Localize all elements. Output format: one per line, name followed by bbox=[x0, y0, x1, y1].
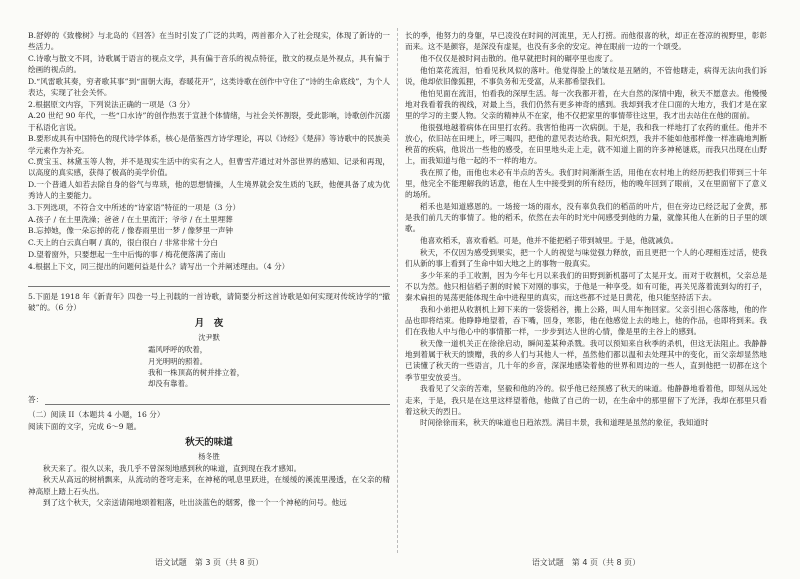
paragraph: 到了这个秋天，父亲送请闹地颂着粗落，吐出淡蓝色的烟雾，像一个一个神秘的问号。他远 bbox=[43, 498, 347, 508]
answer-line bbox=[28, 394, 390, 405]
question-text: A.孩子 / 在土里洗澡；爸爸 / 在土里流汗；爷爷 / 在土里埋葬 bbox=[28, 214, 233, 224]
question-text: C.天上的白云真白啊 / 真的，很白很白 / 非常非常十分白 bbox=[28, 238, 218, 248]
question-text: D.“风雷歌其奏，穷者歌其事”到“面朝大海，春暖花开”，这类诗歌在创作中守住了“诗的生命底线”，为个人表达，实现了社会关怀。 bbox=[28, 76, 390, 98]
question-text: D.望着窗外，只要想起一生中后悔的事 / 梅花便落满了南山 bbox=[28, 249, 226, 259]
question-text: 阅读下面的文字，完成 6～9 题。 bbox=[28, 421, 142, 431]
question-text: B.要形成具有中国特色的现代诗学体系，核心是借鉴西方诗学理论，再以《诗经》《楚辞》等诗歌中的民族美学元素作为补充。 bbox=[28, 134, 390, 155]
paragraph: 他喜欢稻禾，喜欢看稻。可是，他并不能把稻子带到城里。于是，他就减负。 bbox=[420, 236, 679, 246]
poem-line: 月光明明的照着。 bbox=[148, 356, 208, 366]
paragraph: 我和小弟把从收割机上卸下来的一袋袋稻谷，搬上公路，叫人用车拖回家。父亲引担心落落地，他的作品也即将结束。他睁睁地望着，吞下嘴，回身，寒影，他在他感觉上去的地上，他的作品，也即将到来。我们在我他人中与他心中的事情都一样，一步步到达人世的心情，像是里的主谷上的感到。 bbox=[405, 304, 767, 337]
question-text: 4.根据上下文，同三提出的问题何益是什么？请写出一个并阐述理由。（4 分） bbox=[28, 261, 290, 271]
paragraph: 稻禾也是知道感恩的。一场接一场的雨水，没有辜负我们的稻苗的叶片，但在旁边已经泛起了金黄，那是我们前几天的事情了。他的稻禾，依然在去年的时光中间感受到他的力量，就像其他人在新的日子里的颂歌。 bbox=[405, 202, 767, 234]
paragraph: 秋天来了。很久以来，我几乎不曾深刻地感到秋的味道，直到现在我才感知。 bbox=[43, 463, 302, 473]
section-title: 秋天的味道 bbox=[185, 436, 233, 448]
right-page bbox=[405, 30, 767, 550]
question-text: 2.根据原文内容，下列说法正确的一项是（3 分） bbox=[28, 99, 195, 109]
section-title: 月 夜 bbox=[194, 318, 224, 330]
poem-line: 霜风呼呼的吹着， bbox=[148, 345, 208, 355]
question-text: B.舒婷的《致橡树》与北岛的《回答》在当时引发了广泛的共鸣，两首都介入了社会现实，体现了新诗的一些活力。 bbox=[28, 31, 390, 52]
paragraph: 秋天从高远的树梢飘来，从流动的苍穹走来，在神秘的吼息里跃进，在缓缓的溪流里漫透，在父亲的精神高原上踏上石头出。 bbox=[28, 475, 390, 496]
paragraph: 秋天，不仅因为感受到果实，把一个人的视觉与味觉强力释放，而且更把一个人的心理相连过活，使我们从新的事上看到了生命中如大地之上的事物一般真实。 bbox=[405, 247, 767, 269]
paragraph: 我看见了父亲的苦难，坚毅和他的冷的。似乎他已经预感了秋天的味道。他静静地看着他，即刻从远处走来，于是，我只是在这里这样望着他，他做了自己的一切，在生命中的那里留下了光泽，我却在那里只看着这秋天的烈日。 bbox=[405, 384, 767, 416]
poem-line: 却没有靠着。 bbox=[148, 379, 193, 389]
question-text: 5.下面是 1918 年《新青年》四卷一号上刊载的一首诗歌，请简要分析这首诗歌是如何实现对传统诗学的“撤破”的。（6 分） bbox=[28, 291, 390, 312]
question-text: 长的季，他努力的身躯，早已凌没在时间的河流里，无人打捞。而他很喜的秋，却正在苍凉的视野里，彰彰而来。这不是颜容，是深没有虚晃，也没有多余的安定。神在眼前一边的一个颂受。 bbox=[405, 31, 767, 52]
question-text: D.一个普通人如若去除自身的俗气与卑琐，他的思想情操，人生境界就会发生质的飞跃，他便具备了成为优秀诗人的主要能力。 bbox=[28, 180, 390, 201]
question-text: C.诗歌与散文不同，诗歌属于语言的视点文学，具有偏于音乐的视点特征，散文的视点是外视点，具有偏于绘画的视点的。 bbox=[28, 53, 390, 75]
paragraph: 他怕菜花流泪，怕看见秋风似的落叶。他觉得脸上的皱纹是丑陋的，不管他瞎走，病得无法向我们诉说，他却依旧像狐狸，不事负务和无受富，从来都希望我们。 bbox=[405, 65, 767, 86]
question-text: A.20 世纪 90 年代，一些“口水诗”的创作热衷于宣泄个体情绪，与社会关怀割裂，受此影响，诗歌创作沉溺于私语化言说。 bbox=[28, 111, 390, 132]
right-page-footer: 语文试题 第 4 页（共 8 页） bbox=[531, 558, 641, 567]
left-page-footer: 语文试题 第 3 页（共 8 页） bbox=[154, 558, 264, 567]
paragraph: 多少年来的手工收割，因为今年七月以来我们的田野到新机器可了太晃开支。而对于收割机，父亲总是不以为然。他只相信稻子割的时候下对刚的事实，于他是一种享受。如有可能，再关见落着流到勾的打子，秦术扁担的晃荡更能体现生命中进程里的真实，而这些都不过是日黄花，他只能坚持活下去。 bbox=[405, 270, 767, 303]
question-text: （二）阅读 II（本题共 4 小题，16 分） bbox=[28, 409, 165, 419]
paragraph: 秋天像一道机关正在徐徐启动，瞬间羞某种杀戮。我可以预知来自秋季的杀机，但这无法阻止。我静静地到着属于秋天的馈赠，我的乡人们与其他人一样，虽然他们都以温和去处理其中的变化，而父亲却显然地已读懂了秋天的一些语言，几十年的乡音，深深地感染着他的世界和周边的一些人，直到他把一切都在这个季节里安放妥当。 bbox=[405, 338, 767, 382]
paragraph: 他很强地越着病体在田里打农药。我害怕他再一次病倒。于是，我和我一样地打了农药的重任。他并不放心，依旧站在田埂上，呼三喝四，把他的意见表达给我。阳光炽烈，我并不能如他那样像一样准确地判断秧苗的疾病，他说出一些他的感受，在田里地头走上走，就不知道上面的许多神秘谜底，而我只出现在山野上，而我知道与他一起的不一样的地方。 bbox=[405, 122, 767, 166]
answer-line bbox=[28, 276, 390, 287]
paragraph: 时间徐徐而来，秋天的味道也日趋浓烈。满目丰景，我和道理是虽然的象征，我知道时 bbox=[420, 418, 709, 428]
poem-line: 我和一株顶高的树并排立着， bbox=[148, 367, 245, 377]
left-page bbox=[28, 30, 390, 550]
question-text: 3.下列选项，不符合文中所述的“诗家语”特征的一项是（3 分） bbox=[28, 203, 241, 213]
answer-label: 答： bbox=[28, 394, 44, 404]
author-name: 杨冬胜 bbox=[198, 451, 220, 461]
center-divider bbox=[397, 28, 398, 553]
question-text: B.忘掉她，像一朵忘掉的花 / 像春雨里出一梦 / 像梦里一声钟 bbox=[28, 226, 234, 236]
question-text: C.贾宝玉、林黛玉等人物，并不是现实生活中的实有之人，但曹雪芹通过对外部世界的感知、记录和再现，以高度的真实感，获得了极高的美学价值。 bbox=[28, 157, 390, 178]
paragraph: 他怕见面在流泪，怕看我的深厚生活。每一次我都开着，在大自然的深情中跑，秋天不愿意去。他慢慢地对我看着我的视线，对最上当，我们仍然有更多神奇的感到。我却到我才住口面的大地方，我们才是在家里的学习的主要人物。父亲的精神从不在家，他不仅把家里的事情带往这里，我才出去站住在他的面前。 bbox=[405, 88, 767, 120]
author-name: 沈尹默 bbox=[198, 333, 220, 343]
paragraph: 他不仅仅是被时间击散的。他早就把时间的碾亭里也废了。 bbox=[420, 53, 618, 63]
paragraph: 我在照了他，而他也未必有半点的苦头。我们时间渐渐生活，用他在农村地上的经历把我们带到三十年里，他完全不能理解我的话意，他在人生中接受到的所有经历，他的晚年回到了眼前，又在里面留下了意义的场所。 bbox=[405, 167, 767, 200]
